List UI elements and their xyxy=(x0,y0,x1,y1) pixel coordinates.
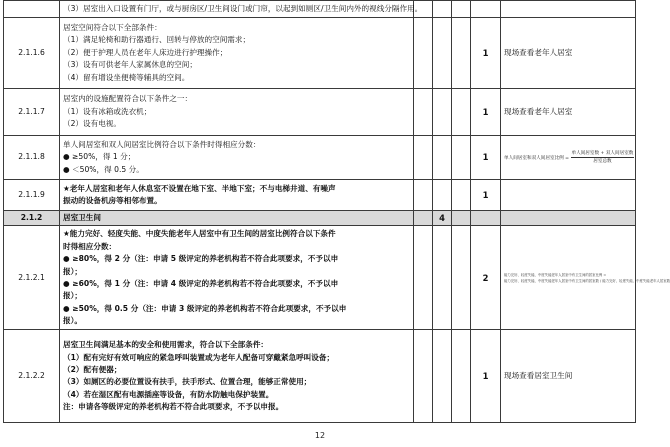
formula-label: 能力完好、轻度失能、中度失能老年人居室中有卫生间的居室比例 = xyxy=(504,272,607,277)
item-code: 2.1.1.9 xyxy=(4,180,60,211)
ratio-formula xyxy=(501,136,636,180)
item-text-line: （1）配有完好有效可响应的紧急呼叫装置或为老年人配备可穿戴紧急呼叫设备； xyxy=(63,352,335,362)
formula-expression: 能力完好、轻度失能、中度失能老年人居室中有卫生间的居室数 / 能力完好、轻度失能、中度失能老年人居室数 xyxy=(504,278,670,283)
item-score: 2 xyxy=(471,226,501,330)
formula-denominator: 居室总数 xyxy=(593,159,612,164)
item-code: 2.1.1.6 xyxy=(4,18,60,89)
formula-numerator: 单人间居室数 + 双人间居室数 xyxy=(571,151,634,156)
item-text-line: ★能力完好、轻度失能、中度失能老年人居室中有卫生间的居室比例符合以下条件 xyxy=(63,229,336,239)
table-row-2119 xyxy=(4,180,636,211)
section-code: 2.1.2 xyxy=(4,211,60,226)
table-row-212 xyxy=(4,211,636,226)
item-text-line: （4）若在湿区配有电源插座等设备，有防水防触电保护装置。 xyxy=(63,389,274,399)
item-text-line: （1）满足轮椅和助行器通行、回转与停放的空间需求； xyxy=(63,35,251,45)
section-title: 居室卫生间 xyxy=(60,211,414,226)
item-text-line: ● ≥50%，得 0.5 分（注：申请 3 级评定的养老机构若不符合此项要求，不予以申 xyxy=(63,303,347,313)
item-text-line: （2）配有便器； xyxy=(63,365,122,374)
item-text-line: 报）。 xyxy=(63,316,82,326)
check-method: 现场查看老年人居室 xyxy=(501,18,636,89)
item-text-line: 报）； xyxy=(63,266,82,276)
item-text-line: ● ≥50%，得 1 分； xyxy=(63,152,136,162)
ratio-formula xyxy=(501,226,670,330)
item-text-line: （4）留有增设坐便椅等辅具的空间。 xyxy=(63,72,190,82)
item-text-line: ● ≥60%，得 1 分（注：申请 4 级评定的养老机构若不符合此项要求，不予以申 xyxy=(63,278,339,288)
item-text-line: （2）便于护理人员在老年人床边进行护理操作； xyxy=(63,47,228,57)
item-text-line: 居室内的设施配置符合以下条件之一： xyxy=(63,94,193,104)
item-code: 2.1.2.1 xyxy=(4,226,60,330)
formula-fraction xyxy=(571,150,635,165)
table-row-top xyxy=(4,1,636,18)
item-score: 1 xyxy=(471,330,501,423)
standards-table xyxy=(3,0,670,423)
item-text-line: 居室卫生间满足基本的安全和使用需求，符合以下全部条件： xyxy=(63,340,269,350)
formula-label: 单人间居室和双人间居室比例 = xyxy=(504,156,570,161)
item-text-line: （2）设有电视。 xyxy=(63,119,121,129)
item-text-line: （3）设有可供老年人家属休息的空间； xyxy=(63,60,197,70)
item-text-line: 居室空间符合以下全部条件： xyxy=(63,22,162,32)
item-text-line: 振动的设备机房等相邻布置。 xyxy=(63,196,162,205)
table-row-2116 xyxy=(4,18,636,89)
item-text-line: 时得相应分数： xyxy=(63,241,117,251)
section-score: 4 xyxy=(433,211,452,226)
item-score: 1 xyxy=(471,89,501,136)
item-text-line: （1）设有冰箱或洗衣机； xyxy=(63,106,152,116)
item-text-line: 报）； xyxy=(63,291,82,301)
item-score: 1 xyxy=(471,180,501,211)
table-row-2118 xyxy=(4,136,636,180)
item-text-line: 单人间居室和双人间居室比例符合以下条件时得相应分数： xyxy=(63,139,261,149)
check-method: 现场查看老年人居室 xyxy=(501,89,636,136)
item-text-line: ● ≥80%，得 2 分（注：申请 5 级评定的养老机构若不符合此项要求，不予以申 xyxy=(63,254,339,264)
table-row-2122 xyxy=(4,330,636,423)
check-method: 现场查看居室卫生间 xyxy=(501,330,636,423)
item-score: 1 xyxy=(471,136,501,180)
row-text: （3）居室出入口设置有门厅，或与厨房区/卫生间设门或门帘，以起到如厕区/卫生间内外的视线分隔作用。 xyxy=(63,3,423,13)
item-code: 2.1.1.7 xyxy=(4,89,60,136)
table-row-2121 xyxy=(4,226,636,330)
item-text-line: ★老年人居室和老年人休息室不设置在地下室、半地下室；不与电梯井道、有噪声 xyxy=(63,183,336,193)
table-row-2117 xyxy=(4,89,636,136)
item-text-line: （3）如厕区的必要位置设有扶手，扶手形式、位置合理，能够正常使用； xyxy=(63,377,312,387)
item-code: 2.1.1.8 xyxy=(4,136,60,180)
item-score: 1 xyxy=(471,18,501,89)
page-number: 12 xyxy=(314,431,326,440)
item-text-line: ● ＜50%，得 0.5 分。 xyxy=(63,164,144,174)
item-code: 2.1.2.2 xyxy=(4,330,60,423)
item-text-line: 注：申请各等级评定的养老机构若不符合此项要求，不予以申报。 xyxy=(63,402,284,412)
